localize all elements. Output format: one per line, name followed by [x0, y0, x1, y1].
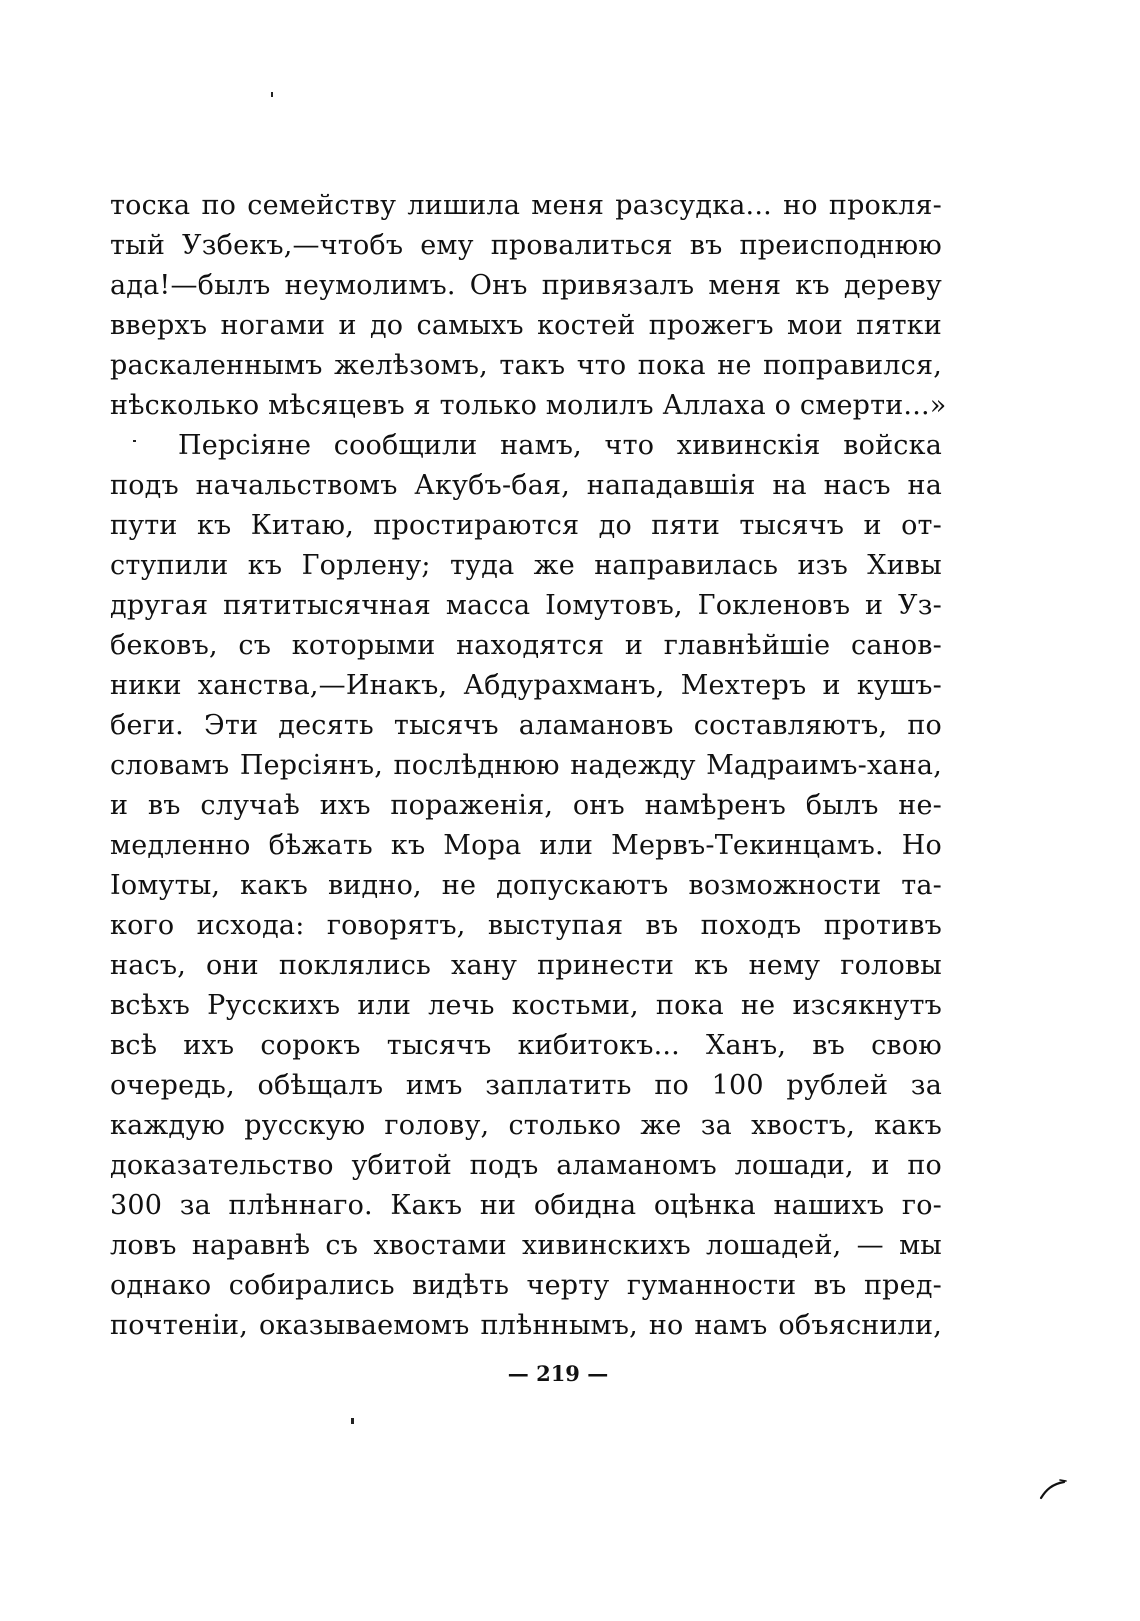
text-line: тый Узбекъ,—чтобъ ему провалиться въ преисподнюю [110, 230, 942, 261]
text-line: почтеніи, оказываемомъ плѣннымъ, но намъ объяснили, [110, 1310, 942, 1341]
text-line: пути къ Китаю, простираются до пяти тысячъ и от- [110, 510, 942, 541]
text-line: словамъ Персіянъ, послѣднюю надежду Мадраимъ-хана, [110, 750, 942, 781]
page-number: — 219 — [507, 1361, 609, 1386]
paragraph-first-line: Персіяне сообщили намъ, что хивинскія войска [178, 430, 942, 461]
text-line: бековъ, съ которыми находятся и главнѣйшіе санов- [110, 630, 942, 661]
scan-speck [271, 92, 273, 97]
text-line: каждую русскую голову, столько же за хвостъ, какъ [110, 1110, 942, 1141]
pen-mark [1038, 1476, 1068, 1502]
text-line: ловъ наравнѣ съ хвостами хивинскихъ лошадей, — мы [110, 1230, 942, 1261]
text-line: ники ханства,—Инакъ, Абдурахманъ, Мехтеръ и кушъ- [110, 670, 942, 701]
text-line: медленно бѣжать къ Мора или Мервъ-Текинцамъ. Но [110, 830, 942, 861]
text-line: нѣсколько мѣсяцевъ я только молилъ Аллаха о смерти...» [110, 390, 947, 421]
text-line: ступили къ Горлену; туда же направилась изъ Хивы [110, 550, 942, 581]
text-line: доказательство убитой подъ аламаномъ лошади, и по [110, 1150, 942, 1181]
text-line: другая пятитысячная масса Іомутовъ, Гокленовъ и Уз- [110, 590, 942, 621]
scan-speck [133, 440, 136, 442]
text-line: очередь, обѣщалъ имъ заплатить по 100 рублей за [110, 1070, 942, 1101]
text-line: вверхъ ногами и до самыхъ костей прожегъ мои пятки [110, 310, 942, 341]
text-line: насъ, они поклялись хану принести къ нему головы [110, 950, 942, 981]
text-line: всѣхъ Русскихъ или лечь костьми, пока не изсякнутъ [110, 990, 942, 1021]
text-line: ада!—былъ неумолимъ. Онъ привязалъ меня къ дереву [110, 270, 942, 301]
text-line: раскаленнымъ желѣзомъ, такъ что пока не поправился, [110, 350, 942, 381]
scan-speck [351, 1418, 354, 1424]
text-line: однако собирались видѣть черту гуманности въ пред- [110, 1270, 942, 1301]
text-line: тоска по семейству лишила меня разсудка... но прокля- [110, 190, 942, 221]
text-line: кого исхода: говорятъ, выступая въ походъ противъ [110, 910, 942, 941]
text-line: Іомуты, какъ видно, не допускаютъ возможности та- [110, 870, 942, 901]
text-line: подъ начальствомъ Акубъ-бая, нападавшія на насъ на [110, 470, 942, 501]
text-line: всѣ ихъ сорокъ тысячъ кибитокъ... Ханъ, въ свою [110, 1030, 942, 1061]
text-line: беги. Эти десять тысячъ аламановъ составляютъ, по [110, 710, 942, 741]
text-line: 300 за плѣннаго. Какъ ни обидна оцѣнка нашихъ го- [110, 1190, 942, 1221]
text-line: и въ случаѣ ихъ пораженія, онъ намѣренъ былъ не- [110, 790, 942, 821]
body-text [110, 186, 947, 1346]
